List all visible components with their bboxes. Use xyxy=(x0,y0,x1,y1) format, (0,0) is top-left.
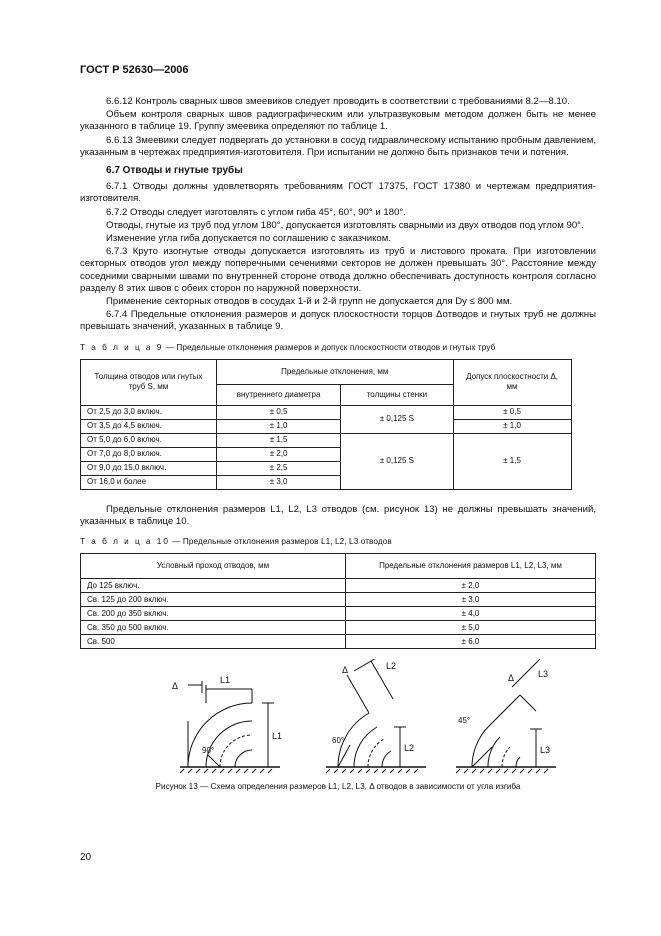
table-row xyxy=(81,635,596,649)
table10-cell-bore: Св. 350 до 500 включ. xyxy=(81,621,346,635)
empty-cell xyxy=(571,475,584,489)
empty-cell xyxy=(584,475,596,489)
table10-caption-text: — Предельные отклонения размеров L1, L2, L3 отводов xyxy=(169,537,392,547)
table9-cell-inner: ± 1,5 xyxy=(216,433,340,447)
label-angle-90: 90° xyxy=(202,746,215,756)
table-9 xyxy=(80,359,596,490)
table10-caption-prefix: Т а б л и ц а 10 xyxy=(80,537,170,547)
table10-cell-dev: ± 3,0 xyxy=(346,593,596,607)
label-delta-3: Δ xyxy=(508,673,515,684)
table9-cell-wall: ± 0,125 S xyxy=(341,405,453,433)
label-delta-2: Δ xyxy=(342,665,349,676)
table9-header-thickness: Толщина отводов или гнутых труб S, мм xyxy=(81,359,217,405)
table-row xyxy=(81,607,596,621)
table10-header-dev: Предельные отклонения размеров L1, L2, L3, мм xyxy=(346,554,596,579)
table9-cell-inner: ± 2,5 xyxy=(216,461,340,475)
figure-caption: Рисунок 13 — Схема определения размеров L1, L2, L3, Δ отводов в зависимости от угла изгиба xyxy=(155,782,521,792)
table9-cell-inner: ± 0,5 xyxy=(216,405,340,419)
label-l2: L2 xyxy=(386,661,397,672)
diagram-60 xyxy=(326,659,426,773)
table9-cell-range: От 9,0 до 15,0 включ. xyxy=(81,461,217,475)
table10-cell-bore: Св. 200 до 350 включ. xyxy=(81,607,346,621)
table-row xyxy=(81,433,596,447)
table-row xyxy=(81,593,596,607)
table10-caption xyxy=(80,536,596,548)
table-row xyxy=(81,419,596,433)
table-10 xyxy=(80,553,596,649)
table9-caption-prefix: Т а б л и ц а 9 xyxy=(80,342,164,352)
label-delta-1: Δ xyxy=(172,681,179,692)
paragraph: 6.7.4 Предельные отклонения размеров и допуск плоскостности торцов Δотводов и гнутых труб не должны превышать значений, указанных в таблице 9. xyxy=(80,309,596,333)
table9-cell-range: От 3,5 до 4,5 включ. xyxy=(81,419,217,433)
table9-cell-inner: ± 2,0 xyxy=(216,447,340,461)
table9-header-flatness: Допуск плоскостности Δ, мм xyxy=(453,359,571,405)
paragraph: 6.7.1 Отводы должны удовлетворять требованиям ГОСТ 17375, ГОСТ 17380 и чертежам предприятия-изготовителя. xyxy=(80,181,596,205)
label-l1-vertical: L1 xyxy=(272,731,283,742)
table10-header-bore: Условный проход отводов, мм xyxy=(81,554,346,579)
table-row xyxy=(81,405,596,419)
paragraph: Применение секторных отводов в сосудах 1-й и 2-й групп не допускается для Dy ≤ 800 мм. xyxy=(106,296,513,308)
paragraph: 6.7.3 Круто изогнутые отводы допускается изготовлять из труб и листового проката. При изготовлении секторных отводов угол между поперечными сечениями секторов не должен превышать 30°. Расстояние между соседними сварными швами по внутренней стороне отвода должно обеспечивать доступность контроля согласно разделу 8 этих швов с обеих сторон по наружной поверхности. xyxy=(80,246,596,294)
table-row xyxy=(81,579,596,593)
page-number: 20 xyxy=(80,852,92,863)
label-l1: L1 xyxy=(220,675,231,686)
paragraph: Отводы, гнутые из труб под углом 180°, допускается изготовлять сварными из двух отводов под углом 90°. xyxy=(106,219,584,231)
table9-cell-wall: ± 0,125 S xyxy=(341,433,453,489)
table9-cell-inner: ± 1,0 xyxy=(216,419,340,433)
paragraph: 6.6.12 Контроль сварных швов змеевиков следует проводить в соответствии с требованиями 8.2—8.10. xyxy=(106,96,570,107)
paragraph: Изменение угла гиба допускается по соглашению с заказчиком. xyxy=(106,233,392,245)
paragraph: Предельные отклонения размеров L1, L2, L3 отводов (см. рисунок 13) не должны превышать значений, указанных в таблице 10. xyxy=(80,503,596,528)
bend-diagrams xyxy=(80,659,596,779)
table-row xyxy=(81,621,596,635)
table9-caption xyxy=(80,342,596,354)
page-content xyxy=(80,96,596,794)
table9-caption-text: — Предельные отклонения размеров и допуск плоскостности отводов и гнутых труб xyxy=(163,342,496,352)
label-l3: L3 xyxy=(538,669,549,680)
table9-cell-inner: ± 3,0 xyxy=(216,475,340,489)
label-angle-45: 45° xyxy=(458,716,471,726)
table9-cell-flat: ± 1,5 xyxy=(453,433,571,489)
table9-header-inner: внутреннего диаметра xyxy=(216,384,340,405)
table10-cell-dev: ± 4,0 xyxy=(346,607,596,621)
table9-cell-flat: ± 1,0 xyxy=(453,419,571,433)
table10-cell-dev: ± 6,0 xyxy=(346,635,596,649)
document-header: ГОСТ Р 52630—2006 xyxy=(80,64,189,76)
section-heading: 6.7 Отводы и гнутые трубы xyxy=(106,165,243,177)
table10-cell-dev: ± 2,0 xyxy=(346,579,596,593)
label-angle-60: 60° xyxy=(332,736,345,746)
table9-cell-range: От 16,0 и более xyxy=(81,475,217,489)
table9-header-deviations: Предельные отклонения, мм xyxy=(216,359,453,384)
paragraph: 6.7.2 Отводы следует изготовлять с углом гиба 45°, 60°, 90° и 180°. xyxy=(106,206,406,218)
table10-cell-bore: До 125 включ. xyxy=(81,579,346,593)
table9-header-wall: толщины стенки xyxy=(341,384,453,405)
paragraph: Объем контроля сварных швов радиографическим или ультразвуковым методом должен быть не менее указанного в таблице 19. Группу змеевика определяют по таблице 1. xyxy=(80,109,596,133)
table9-cell-range: От 7,0 до 8,0 включ. xyxy=(81,447,217,461)
table9-cell-range: От 2,5 до 3,0 включ. xyxy=(81,405,217,419)
label-l3-vertical: L3 xyxy=(540,745,551,756)
label-l2-vertical: L2 xyxy=(404,743,415,754)
diagram-90 xyxy=(180,681,283,773)
table9-cell-flat: ± 0,5 xyxy=(453,405,571,419)
table10-cell-bore: Св. 500 xyxy=(81,635,346,649)
table10-cell-dev: ± 5,0 xyxy=(346,621,596,635)
figure-13 xyxy=(80,659,596,779)
table9-cell-range: От 5,0 до 6,0 включ. xyxy=(81,433,217,447)
paragraph: 6.6.13 Змеевики следует подвергать до установки в сосуд гидравлическому испытанию пробным давлением, указанным в чертежах предприятия-изготовителя. При испытании не должно быть признаков течи и потения. xyxy=(80,134,596,158)
table10-cell-bore: Св. 125 до 200 включ. xyxy=(81,593,346,607)
